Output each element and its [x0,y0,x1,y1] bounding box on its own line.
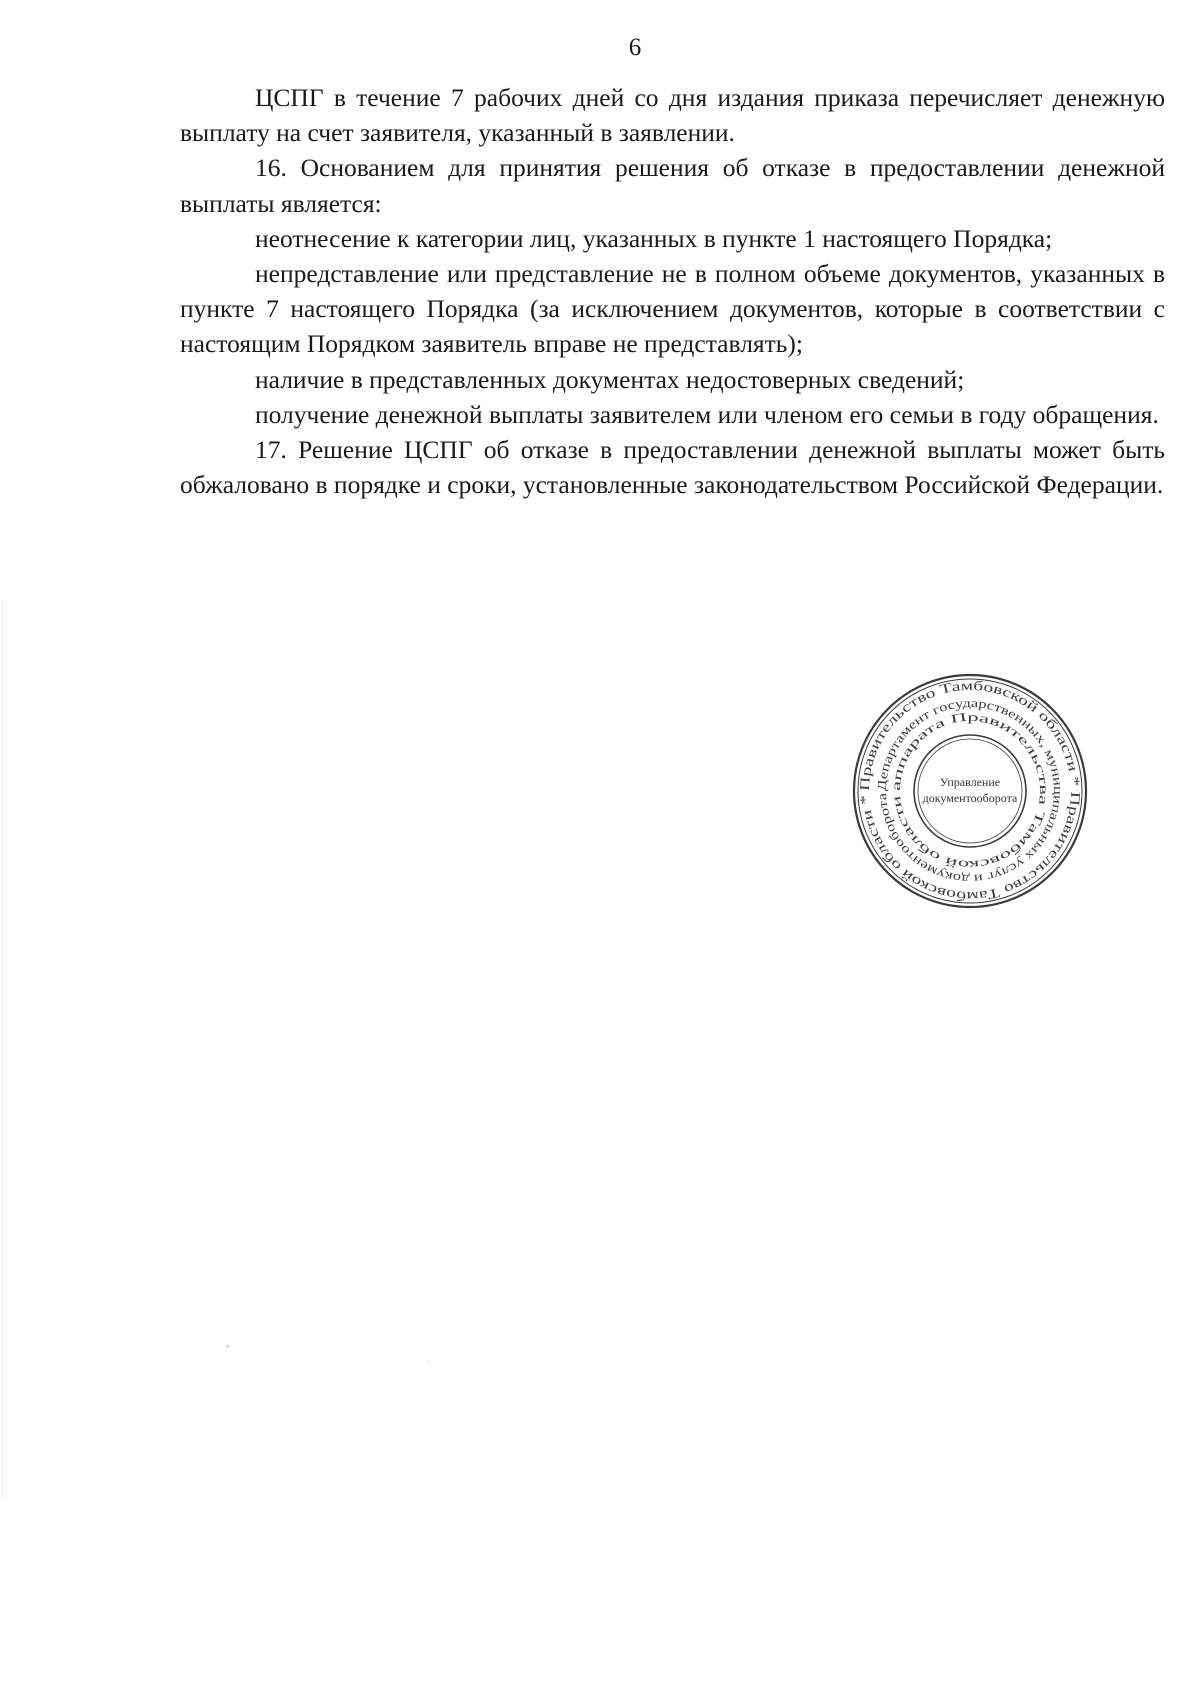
document-body [180,80,1165,502]
stamp-outer-ring-text: Правительство Тамбовской области * Правительство Тамбовской области * [856,677,1084,905]
paragraph-ground-false-info: наличие в представленных документах недостоверных сведений; [255,364,965,394]
page-number: 6 [628,34,642,61]
scan-artifact-dot [226,1345,229,1348]
paragraph-ground-documents: непредставление или представление не в полном объеме документов, указанных в пункте 7 настоящего Порядка (за исключением документов, которые в соответствии с настоящим Порядком заявитель вправе не представлять); [180,259,1165,359]
paragraph-ground-category: неотнесение к категории лиц, указанных в пункте 1 настоящего Порядка; [255,223,1053,253]
stamp-center-line1: Управление [939,775,1001,789]
paragraph-appeal: 17. Решение ЦСПГ об отказе в предоставлении денежной выплаты может быть обжаловано в порядке и сроки, установленные законодательством Российской Федерации. [180,435,1165,500]
paragraph-refusal-grounds: 16. Основанием для принятия решения об отказе в предоставлении денежной выплаты является: [180,153,1165,218]
stamp-center-line2: документооборота [922,791,1018,805]
official-stamp [850,671,1090,911]
scan-artifact-dot [428,1361,430,1363]
stamp-middle-ring-text: Департамент государственных, муниципальных услуг и документооборота [874,695,1066,887]
paragraph-ground-repeat-payment: получение денежной выплаты заявителем или членом его семьи в году обращения. [255,399,1159,429]
scan-artifact-left [2,600,3,1500]
stamp-inner-ring-text: аппарата Правительства Тамбовской области [888,709,1052,873]
paragraph-payment-transfer: ЦСПГ в течение 7 рабочих дней со дня издания приказа перечисляет денежную выплату на счет заявителя, указанный в заявлении. [180,83,1165,148]
